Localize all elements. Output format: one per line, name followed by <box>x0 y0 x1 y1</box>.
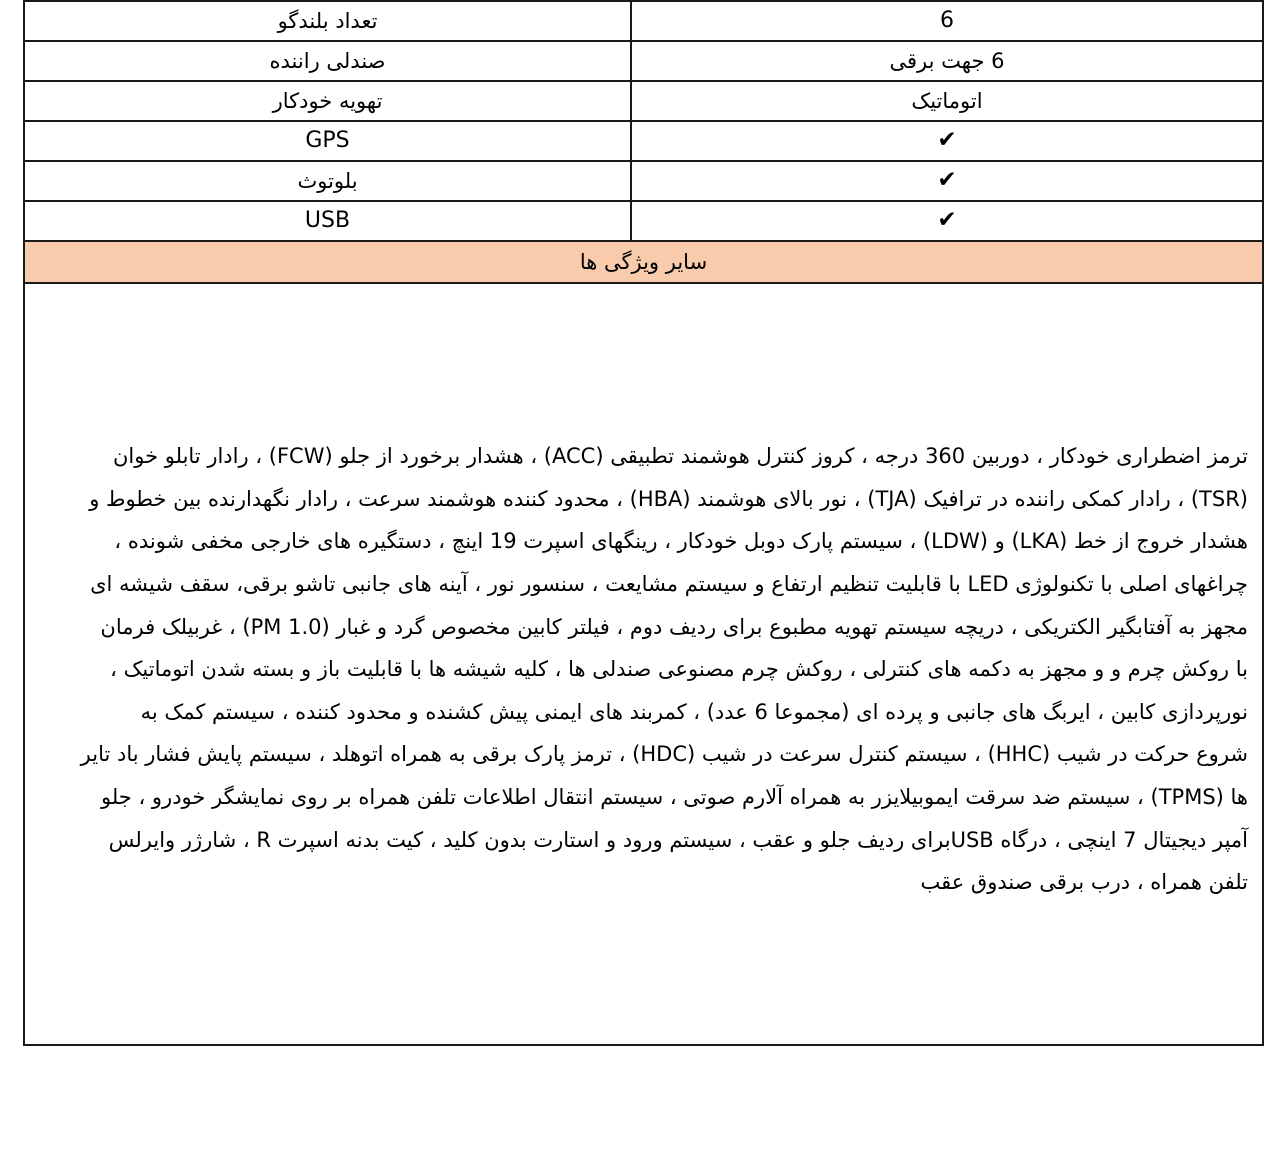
features-paragraph <box>25 424 1262 904</box>
features-line: هشدار خروج از خط (LKA) و (LDW) ، سیستم پارک دوبل خودکار ، رینگهای اسپرت 19 اینچ ، دستگیره های خارجی مخفی شونده ، <box>114 529 1248 554</box>
features-text-block <box>39 435 1248 904</box>
checkmark-icon <box>632 122 1262 160</box>
features-line: ها (TPMS) ، سیستم ضد سرقت ایموبیلایزر به همراه آلارم صوتی ، سیستم انتقال اطلاعات تلفن همراه بر روی نمایشگر خودرو ، جلو <box>101 784 1248 809</box>
checkmark-glyph: ✔ <box>937 166 957 193</box>
checkmark-icon <box>632 202 1262 240</box>
spec-value-cell <box>631 81 1263 121</box>
table-row <box>24 161 1263 201</box>
spec-label-text: بلوتوث <box>297 168 358 193</box>
features-line: چراغهای اصلی با تکنولوژی LED با قابلیت تنظیم ارتفاع و سیستم مشایعت ، سنسور نور ، آینه های جانبی تاشو برقی، سقف شیشه ای <box>90 572 1248 597</box>
spec-label-cell <box>24 41 631 81</box>
spec-value-cell <box>631 1 1263 41</box>
features-cell <box>24 283 1263 1045</box>
spec-label-text: صندلی راننده <box>269 48 386 73</box>
checkmark-glyph: ✔ <box>937 206 957 233</box>
spec-value-text: 6 <box>940 8 954 34</box>
spec-value-cell <box>631 121 1263 161</box>
features-line: ترمز اضطراری خودکار ، دوربین 360 درجه ، کروز کنترل هوشمند تطبیقی (ACC) ، هشدار برخورد از جلو (FCW) ، رادار تابلو خوان <box>113 444 1248 469</box>
spec-label-text: GPS <box>305 128 350 154</box>
features-line: مجهز به آفتابگیر الکتریکی ، دریچه سیستم تهویه مطبوع برای ردیف دوم ، فیلتر کابین مخصوص گرد و غبار (PM 1.0) ، غربیلک فرمان <box>100 614 1248 639</box>
spec-value-cell <box>631 41 1263 81</box>
table-row <box>24 41 1263 81</box>
table-row <box>24 121 1263 161</box>
spec-table-body <box>24 1 1263 1045</box>
section-header-cell <box>24 241 1263 283</box>
features-line: نورپردازی کابین ، ایربگ های جانبی و پرده ای (مجموعا 6 عدد) ، کمربند های ایمنی پیش کشنده و محدود کننده ، سیستم کمک به <box>140 699 1248 724</box>
table-row <box>24 81 1263 121</box>
features-line: شروع حرکت در شیب (HHC) ، سیستم کنترل سرعت در شیب (HDC) ، ترمز پارک برقی به همراه اتوهلد ، سیستم پایش فشار باد تایر <box>80 742 1248 767</box>
spec-label-cell <box>24 201 631 241</box>
spec-value-text: اتوماتیک <box>911 88 983 113</box>
spec-label-text: USB <box>304 208 351 234</box>
vehicle-specifications-table <box>23 0 1264 1046</box>
features-line: (TSR) ، رادار کمکی راننده در ترافیک (TJA) ، نور بالای هوشمند (HBA) ، محدود کننده هوشمند سرعت ، رادار نگهدارنده بین خطوط و <box>89 486 1248 511</box>
spec-label-text: تهویه خودکار <box>272 88 383 113</box>
table-row <box>24 201 1263 241</box>
spec-label-cell <box>24 161 631 201</box>
spec-label-cell <box>24 81 631 121</box>
table-row <box>24 1 1263 41</box>
spec-value-cell <box>631 201 1263 241</box>
section-header-title: سایر ویژگی ها <box>25 242 1262 282</box>
features-line: آمپر دیجیتال 7 اینچی ، درگاه USBبرای ردیف جلو و عقب ، سیستم ورود و استارت بدون کلید ، کیت بدنه اسپرت R ، شارژر وایرلس <box>108 827 1248 852</box>
features-row <box>24 283 1263 1045</box>
features-line: تلفن همراه ، درب برقی صندوق عقب <box>920 870 1248 895</box>
spec-label-cell <box>24 121 631 161</box>
section-header-row <box>24 241 1263 283</box>
spec-label-text: تعداد بلندگو <box>277 8 378 33</box>
spec-label-cell <box>24 1 631 41</box>
checkmark-icon <box>632 162 1262 200</box>
features-line: با روکش چرم و و مجهز به دکمه های کنترلی ، روکش چرم مصنوعی صندلی ها ، کلیه شیشه ها با قابلیت باز و بسته شدن اتوماتیک ، <box>110 657 1248 682</box>
spec-value-cell <box>631 161 1263 201</box>
checkmark-glyph: ✔ <box>937 126 957 153</box>
spec-value-text: 6 جهت برقی <box>889 48 1005 73</box>
